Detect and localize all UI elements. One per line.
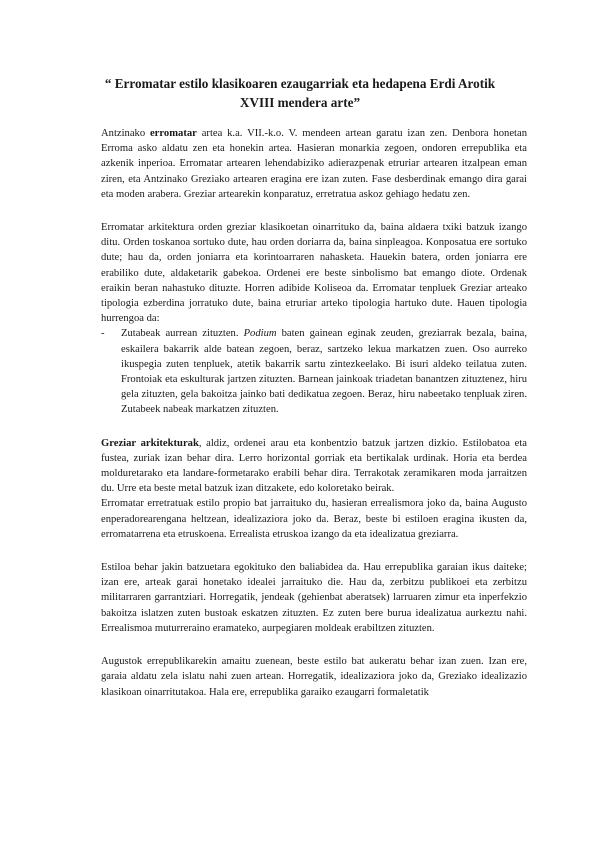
greek-text-rest: , aldiz, ordenei arau eta konbentzio batzuk jartzen dizkio. Estilobatoa eta fustea, zuriak izan behar dira. Lerro horizontal gorriak eta bertikalak urdinak. Horia eta berdea molduretarako eta landare-formetarako erabili behar dira. Terrakotak zeramikaren moda jarraitzen du. Urre eta beste metal batzuk izan ditzakete, edo koloretako beirak. [101, 437, 527, 495]
list-text-rest: baten gainean eginak zeuden, greziarrak bezala, baina, eskailera bakarrik alde batean zegoen, beraz, sartzeko lekua markatzen zuen. Oso aurreko ikuspegia zuten tenpluek, atetik bakarrik sartu zintezkeelako. Bi isuri aldeko teilatua zuten. Frontoiak eta eskulturak jartzen zituzten. Barnean jainkoak triadetan banantzen zituztenez, hiru gela zituzten, gela bakoitza jainko bati dedikatua zegoen. Beraz, hiru nabeetako tenpluak ziren. Zutabeek nabeak markatzen zituzten. [121, 328, 527, 416]
temple-typology-list [101, 326, 527, 417]
document-body [101, 126, 527, 700]
intro-text-rest: artea k.a. VII.-k.o. V. mendeen artean garatu izan zen. Denbora honetan Erroma asko aldatu zen eta honekin artea. Hasieran monarkia zegoen, ondoren errepublika eta azkenik inperioa. Erromatar artearen lehendabiziko adierazpenak etruriar artearen itzalpean eman ziren, eta Antzinako Greziako artearen eragina ere izan zuten. Fase desberdinak emango dira garai eta moden arabera. Greziar artearekin konparatuz, erretratua askoz gehiago hedatu zen. [101, 128, 527, 200]
dash-bullet: - [101, 328, 105, 340]
list-italic-term: Podium [243, 328, 277, 340]
list-item [101, 326, 527, 417]
greek-bold-term: Greziar arkitekturak [101, 437, 199, 449]
list-text-start: Zutabeak aurrean zituzten. [121, 328, 244, 340]
paragraph-architecture: Erromatar arkitektura orden greziar klasikoetan oinarrituko da, baina aldaera txiki batzuk izango ditu. Orden toskanoa sortuko dute, hau orden doriarra da, baina sinpleagoa. Konposatua ere sortuko dute; hau da, orden joniarra eta korintoarraren nahasketa. Hauekin batera, orden joniarra ere erabiliko dute, aldaketarik gabekoa. Ordenei ere beste sinbolismo bat emango diote. Ordenak eraikin beran nahastuko dituzte. Horren adibide Koliseoa da. Erromatar tenpluek Greziar arteako tipologia ezberdina jorratuko dute, baina etruriar arteko tipologia hartuko dute. Hauen tipologia hurrengoa da: [101, 222, 527, 325]
intro-bold-term: erromatar [149, 128, 197, 139]
intro-text-start: Antzinako [101, 128, 150, 139]
page-title: “ Erromatar estilo klasikoaren ezaugarriak eta hedapena Erdi Arotik XVIII mendera arte” [104, 76, 496, 110]
paragraph-greek-architecture [101, 436, 527, 497]
paragraph-intro [101, 126, 527, 202]
paragraph-style: Estiloa behar jakin batzuetara egokituko den baliabidea da. Hau errepublika garaian ikus daiteke; izan ere, arteak garai honetako idealei jarraituko die. Hau da, zerbitzu publikoei eta zerbitzu militarraren garrantziari. Horregatik, jendeak (gehienbat aberatsek) larruaren zimur eta inperfekzio bakoitza islatzen zuten bustoak eskatzen zituzten. Ez zuten bere burua idealizatua aurkeztu nahi. Errealismoa muturreraino eramateko, aurpegiaren moldeak erabiltzen zituzten. [101, 562, 527, 634]
paragraph-augustus: Augustok errepublikarekin amaitu zuenean, beste estilo bat aukeratu behar izan zuen. Izan ere, garaia aldatu zela islatu nahi zuen artean. Horregatik, idealizaziora joko da, Greziako idealizazio klasikoan oinarritutakoa. Hala ere, errepublika garaiko ezaugarri formaletatik [101, 656, 527, 698]
paragraph-portrait: Erromatar erretratuak estilo propio bat jarraituko du, hasieran errealismora joko da, baina Augusto enperadorearengana heltzean, idealizaziora joko da. Beraz, beste bi estiloen eragina ikusten da, erromatarrena eta etruskoena. Errealista etruskoa izango da eta idealizatua greziarra. [101, 498, 527, 540]
